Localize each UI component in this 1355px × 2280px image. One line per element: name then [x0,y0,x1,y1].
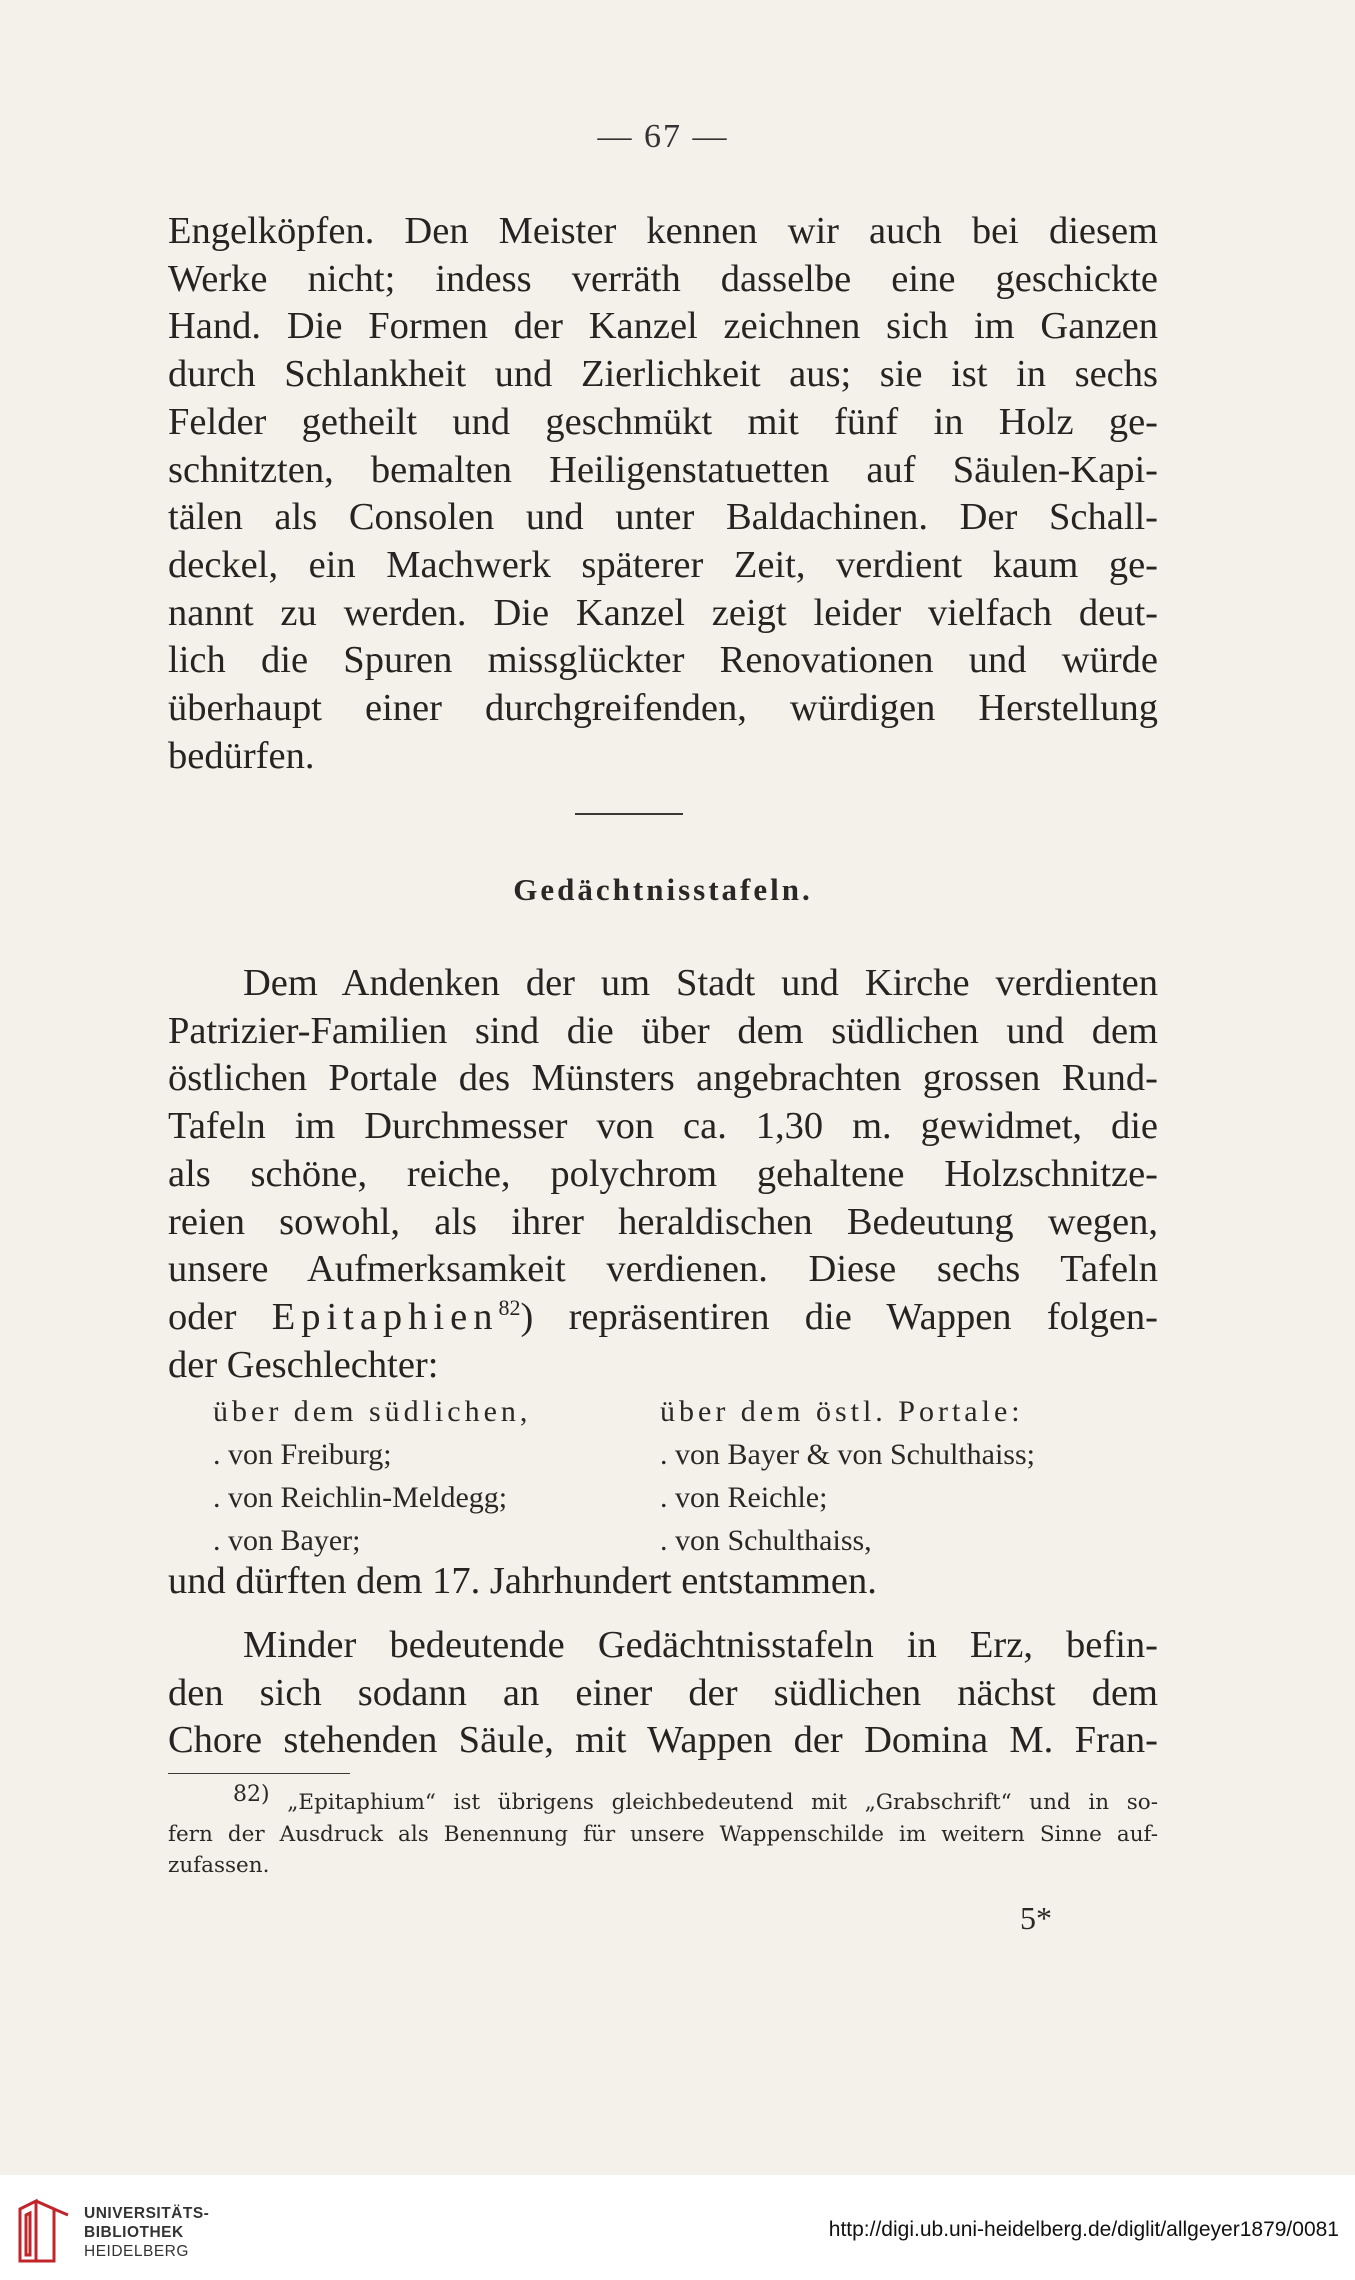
list-header-row [213,1390,1173,1433]
list-item [213,1519,1173,1562]
list-header-east: über dem östl. Portale: [660,1395,1024,1428]
library-logo-icon [14,2195,74,2267]
page-number: — 67 — [597,118,729,155]
text-line: Chore stehenden Säule, mit Wappen der Domina M. Fran- [168,1719,1158,1762]
section-heading: Gedächtnisstafeln. [513,872,813,907]
text-line: unsere Aufmerksamkeit verdienen. Diese sechs Tafeln [168,1248,1158,1291]
text-line: und dürften dem 17. Jahrhundert entstammen. [168,1560,877,1602]
text-line: Minder bedeutende Gedächtnisstafeln in Erz, befin- [243,1624,1158,1666]
signature-mark: 5* [1020,1900,1052,1936]
text-line: nannt zu werden. Die Kanzel zeigt leider vielfach deut- [168,591,1158,634]
text-line [168,1294,1158,1342]
text-line: der Geschlechter: [168,1343,439,1386]
list-header-south: über dem südlichen, [213,1395,532,1428]
paragraph-kanzel [168,208,1158,780]
footnote-line: zufassen. [168,1853,270,1878]
list-item-east: . von Reichle; [660,1481,828,1514]
text-line: tälen als Consolen und unter Baldachinen. Der Schall- [168,496,1158,539]
text-line: Felder getheilt und geschmükt mit fünf in Holz ge- [168,400,1158,443]
text-line: reien sowohl, als ihrer heraldischen Bedeutung wegen, [168,1200,1158,1243]
footnote-marker: 82) [233,1781,270,1807]
footnote-line: fern der Ausdruck als Benennung für unsere Wappenschilde im weitern Sinne auf- [168,1821,1158,1847]
text-line: Tafeln im Durchmesser von ca. 1,30 m. gewidmet, die [168,1105,1158,1148]
text-fragment: „Epitaphium“ ist übrigens gleichbedeutend mit „Grabschrift“ und in so- [287,1790,1158,1815]
list-item-south: . von Bayer; [213,1524,361,1557]
paragraph-entstammen [168,1558,1158,1606]
paragraph-erz-tafeln [168,1622,1158,1765]
text-line: Werke nicht; indess verräth dasselbe eine geschickte [168,257,1158,300]
text-line: östlichen Portale des Münsters angebrachten grossen Rund- [168,1057,1158,1100]
text-line: den sich sodann an einer der südlichen nächst dem [168,1671,1158,1714]
footnote [168,1781,1158,1882]
list-item-east: . von Schulthaiss, [660,1524,872,1557]
footnote-reference: 82 [498,1295,521,1321]
text-line: lich die Spuren missglückter Renovationen und würde [168,639,1158,682]
library-name-line: HEIDELBERG [84,2243,189,2260]
source-url-link[interactable]: http://digi.ub.uni-heidelberg.de/diglit/allgeyer1879/0081 [828,2218,1339,2241]
list-item [213,1476,1173,1519]
library-name [84,2204,209,2261]
library-name-line: UNIVERSITÄTS- [84,2205,210,2222]
text-line: schnitzten, bemalten Heiligenstatuetten auf Säulen-Kapi- [168,448,1158,491]
list-item [213,1433,1173,1476]
wappen-list [213,1390,1173,1562]
paragraph-gedaechtnisstafeln [168,960,1158,1389]
footnote-line [168,1781,1158,1819]
text-line: Dem Andenken der um Stadt und Kirche verdienten [243,962,1158,1004]
list-item-south: . von Reichlin-Meldegg; [213,1481,508,1514]
list-item-south: . von Freiburg; [213,1438,392,1471]
spaced-term-epitaphien: Epitaphien [271,1295,499,1338]
text-line: als schöne, reiche, polychrom gehaltene Holzschnitze- [168,1152,1158,1195]
library-name-line: BIBLIOTHEK [84,2224,184,2241]
text-fragment: ) repräsentiren die Wappen folgen- [520,1295,1158,1338]
text-line: Patrizier-Familien sind die über dem südlichen und dem [168,1009,1158,1052]
text-line: überhaupt einer durchgreifenden, würdigen Herstellung [168,687,1158,730]
list-item-east: . von Bayer & von Schulthaiss; [660,1438,1035,1471]
text-line: deckel, ein Machwerk späterer Zeit, verdient kaum ge- [168,543,1158,586]
footnote-divider [168,1773,350,1774]
text-line: Engelköpfen. Den Meister kennen wir auch bei diesem [168,210,1158,252]
text-line: Hand. Die Formen der Kanzel zeichnen sich im Ganzen [168,305,1158,348]
section-divider [575,813,683,815]
text-line: durch Schlankheit und Zierlichkeit aus; sie ist in sechs [168,353,1158,396]
text-line: bedürfen. [168,734,315,777]
text-fragment: oder [168,1295,237,1338]
